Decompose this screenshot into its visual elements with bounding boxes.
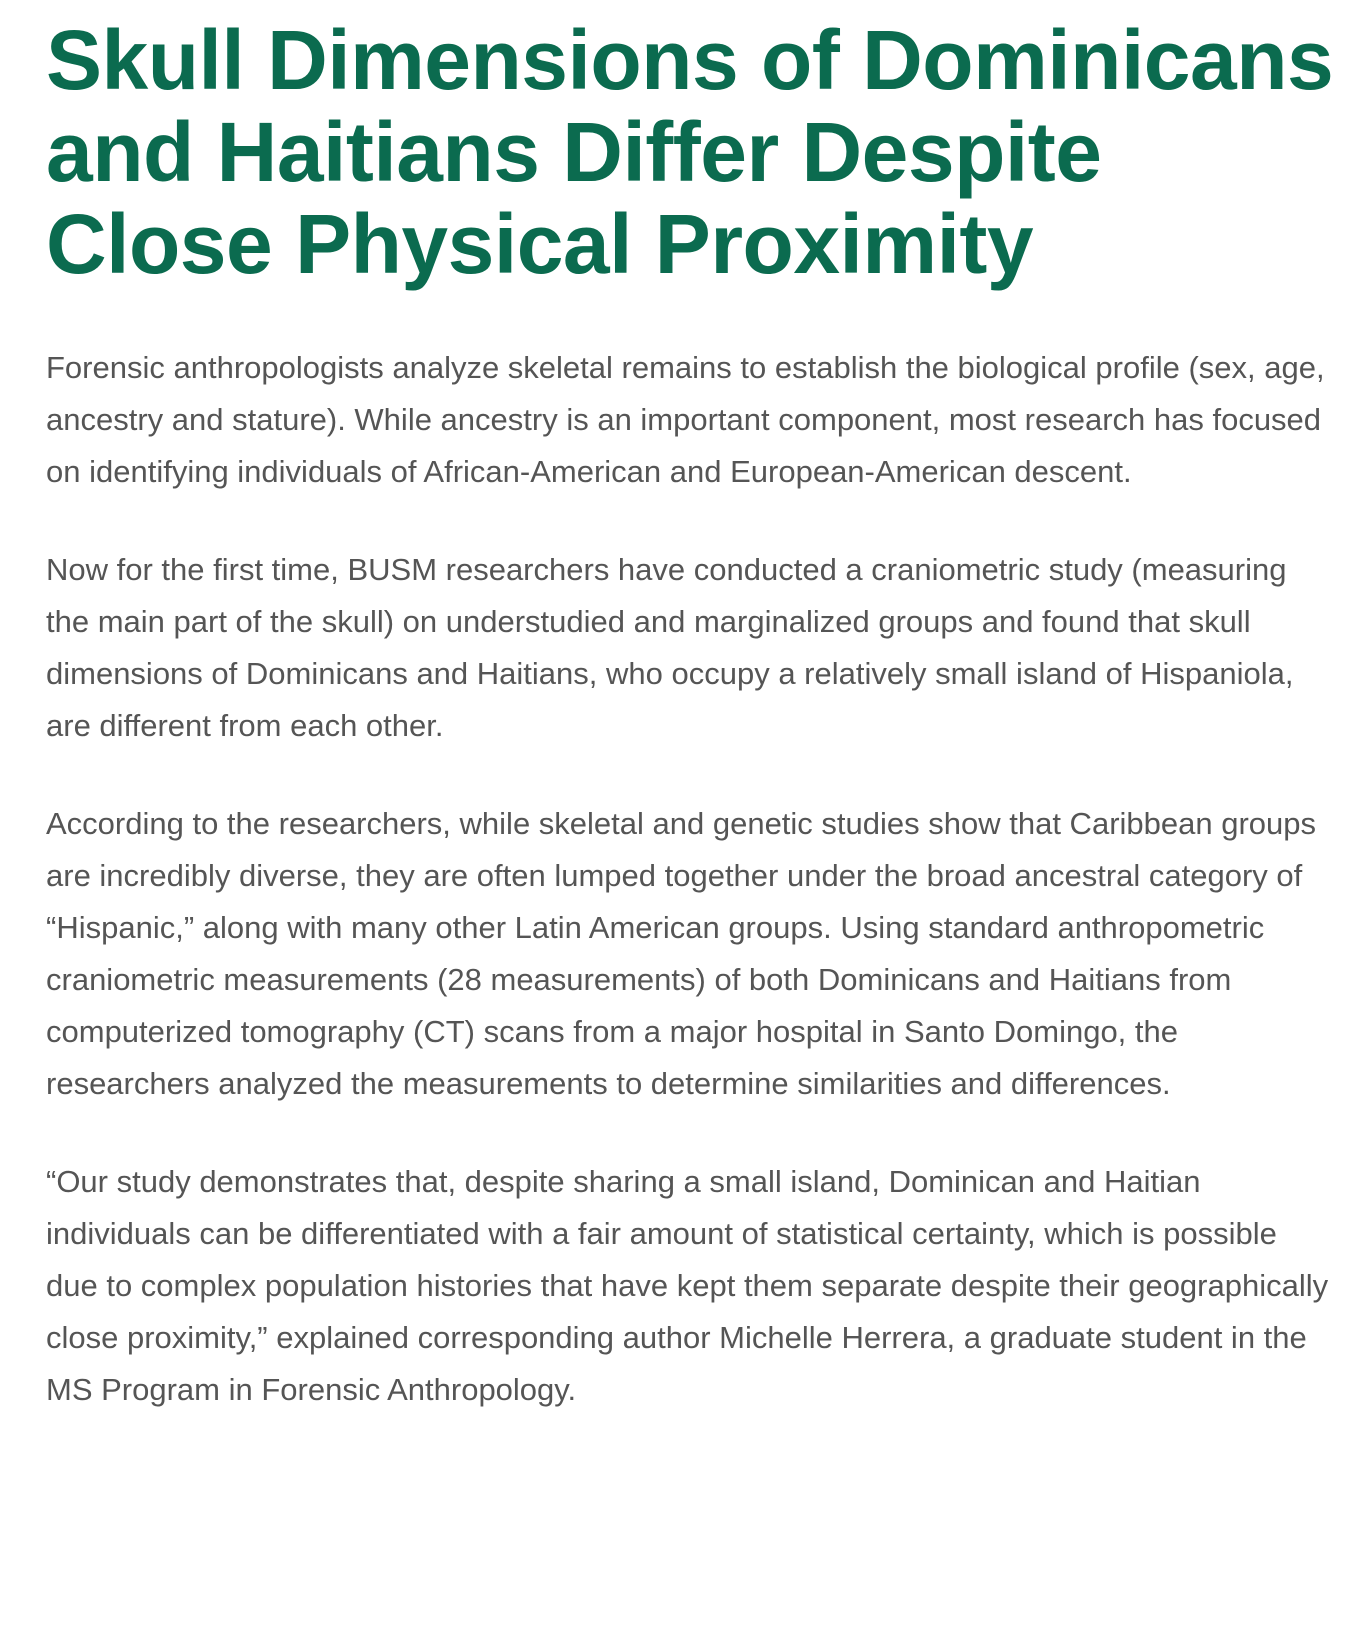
article-paragraph: “Our study demonstrates that, despite sharing a small island, Dominican and Haitian individuals can be differentiated with a fair amount of statistical certainty, which is possible due to complex population histories that have kept them separate despite their geographically close proximity,” explained corresponding author Michelle Herrera, a graduate student in the MS Program in Forensic Anthropology. <box>46 1164 1329 1407</box>
article-paragraph: Forensic anthropologists analyze skeletal remains to establish the biological profile (sex, age, ancestry and stature). While ancestry is an important component, most research has focused on identifying individuals of African-American and European-American descent. <box>46 350 1325 489</box>
article-paragraph: According to the researchers, while skeletal and genetic studies show that Caribbean groups are incredibly diverse, they are often lumped together under the broad ancestral category of “Hispanic,” along with many other Latin American groups. Using standard anthropometric craniometric measurements (28 measurements) of both Dominicans and Haitians from computerized tomography (CT) scans from a major hospital in Santo Domingo, the researchers analyzed the measurements to determine similarities and differences. <box>46 806 1317 1101</box>
article-paragraph: Now for the first time, BUSM researchers have conducted a craniometric study (measuring the main part of the skull) on understudied and marginalized groups and found that skull dimensions of Dominicans and Haitians, who occupy a relatively small island of Hispaniola, are different from each other. <box>46 552 1294 743</box>
article-body <box>46 342 1346 1416</box>
article <box>46 14 1346 1462</box>
article-headline: Skull Dimensions of Dominicans and Haitians Differ Despite Close Physical Proximity <box>46 13 1334 291</box>
